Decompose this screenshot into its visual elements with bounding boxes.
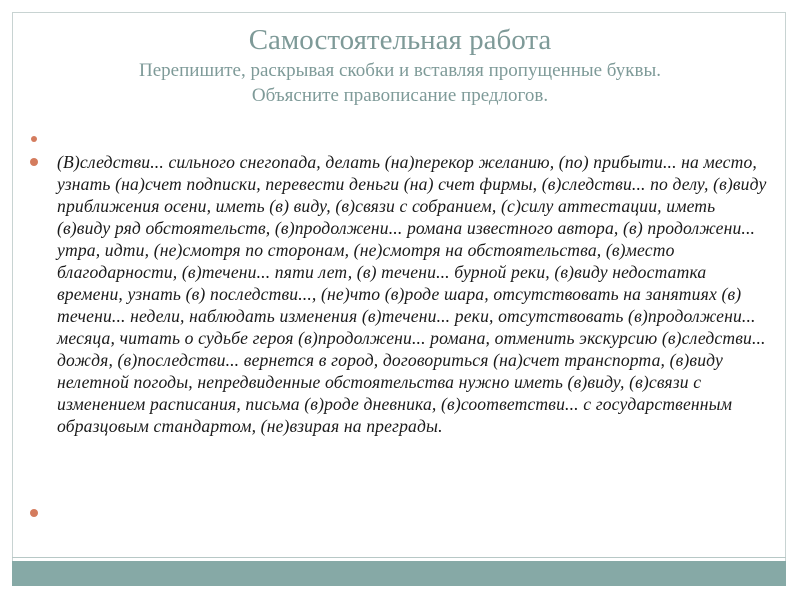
bullet-icon <box>30 158 38 166</box>
exercise-text: (В)следстви... сильного снегопада, делать (на)перекор желанию, (по) прибыти... на место, узнать (на)счет подписки, перевести деньги (на) счет фирмы, (в)следстви... по делу, (в)виду приближения осени, иметь (в) виду, (в)связи с собранием, (с)силу аттестации, иметь (в)виду ряд обстоятельств, (в)продолжени... романа известного автора, (в) продолжени... утра, идти, (не)смотря по сторонам, (не)смотря на обстоятельства, (в)место благодарности, (в)течени... пяти лет, (в) течени... бурной реки, (в)виду недостатка времени, узнать (в) последстви..., (не)что (в)роде шара, отсутствовать на занятиях (в) течени... недели, наблюдать изменения (в)течени... реки, отсутствовать (в)продолжени... месяца, читать о судьбе героя (в)продолжени... романа, отменить экскурсию (в)следстви... дождя, (в)последстви... вернется в город, договориться (на)счет транспорта, (в)виду нелетной погоды, непредвиденные обстоятельства нужно иметь (в)виду, (в)связи с изменением расписания, письма (в)роде дневника, (в)соответстви... с государственным образцовым стандартом, (не)взирая на преграды. <box>57 152 767 436</box>
bullet-empty-2-icon <box>30 509 38 517</box>
title-block <box>30 22 770 108</box>
slide-subtitle-line-1: Перепишите, раскрывая скобки и вставляя пропущенные буквы. <box>139 60 661 81</box>
slide-subtitle-line-2: Объясните правописание предлогов. <box>251 85 549 106</box>
slide-title: Самостоятельная работа <box>248 24 552 56</box>
footer-divider <box>12 557 786 558</box>
footer-bar <box>12 561 786 586</box>
bullet-empty-1-icon <box>31 136 37 142</box>
